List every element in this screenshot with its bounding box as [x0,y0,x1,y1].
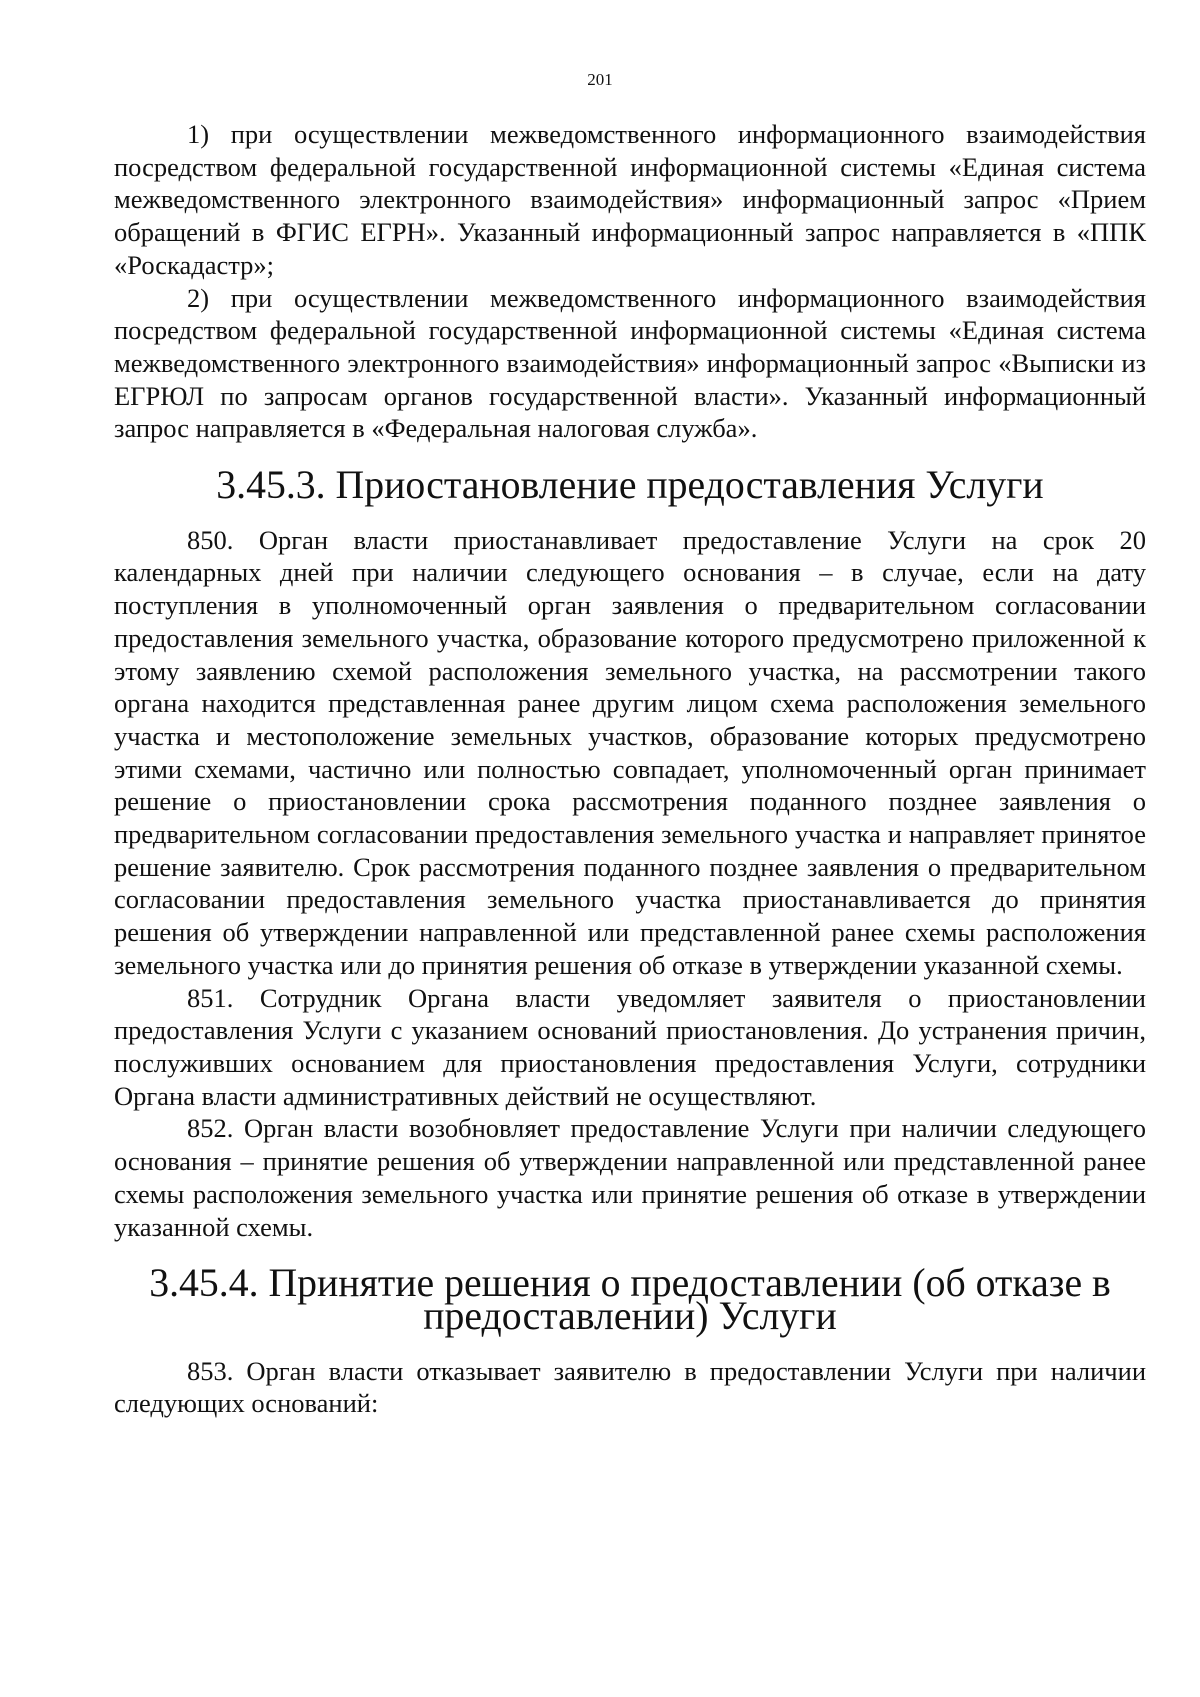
paragraph-851: 851. Сотрудник Органа власти уведомляет заявителя о приостановлении предоставления Услуги с указанием оснований приостановления. До устранения причин, послуживших основанием для приостановления предоставления Услуги, сотрудники Органа власти административных действий не осуществляют. [114,982,1146,1111]
paragraph-item-2: 2) при осуществлении межведомственного информационного взаимодействия посредством федеральной государственной информационной системы «Единая система межведомственного электронного взаимодействия» информационный запрос «Выписки из ЕГРЮЛ по запросам органов государственной власти». Указанный информационный запрос направляется в «Федеральная налоговая служба». [114,282,1146,444]
section-heading-3-45-3: 3.45.3. Приостановление предоставления Услуги [216,463,1044,508]
section-heading-3-45-4: 3.45.4. Принятие решения о предоставлении (об отказе в предоставлении) Услуги [149,1261,1111,1338]
document-body [114,118,1146,1420]
page-number: 201 [587,70,613,89]
paragraph-item-1: 1) при осуществлении межведомственного информационного взаимодействия посредством федеральной государственной информационной системы «Единая система межведомственного электронного взаимодействия» информационный запрос «Прием обращений в ФГИС ЕГРН». Указанный информационный запрос направляется в «ППК «Роскадастр»; [114,119,1146,280]
paragraph-852: 852. Орган власти возобновляет предоставление Услуги при наличии следующего основания – принятие решения об утверждении направленной или представленной ранее схемы расположения земельного участка или принятие решения об отказе в утверждении указанной схемы. [114,1113,1146,1242]
paragraph-853: 853. Орган власти отказывает заявителю в предоставлении Услуги при наличии следующих оснований: [114,1355,1146,1419]
paragraph-850: 850. Орган власти приостанавливает предоставление Услуги на срок 20 календарных дней при наличии следующего основания – в случае, если на дату поступления в уполномоченный орган заявления о предварительном согласовании предоставления земельного участка, образование которого предусмотрено приложенной к этому заявлению схемой расположения земельного участка, на рассмотрении такого органа находится представленная ранее другим лицом схема расположения земельного участка и местоположение земельных участков, образование которых предусмотрено этими схемами, частично или полностью совпадает, уполномоченный орган принимает решение о приостановлении срока рассмотрения поданного позднее заявления о предварительном согласовании предоставления земельного участка и направляет принятое решение заявителю. Срок рассмотрения поданного позднее заявления о предварительном согласовании предоставления земельного участка приостанавливается до принятия решения об утверждении направленной или представленной ранее схемы расположения земельного участка или до принятия решения об отказе в утверждении указанной схемы. [114,524,1146,980]
